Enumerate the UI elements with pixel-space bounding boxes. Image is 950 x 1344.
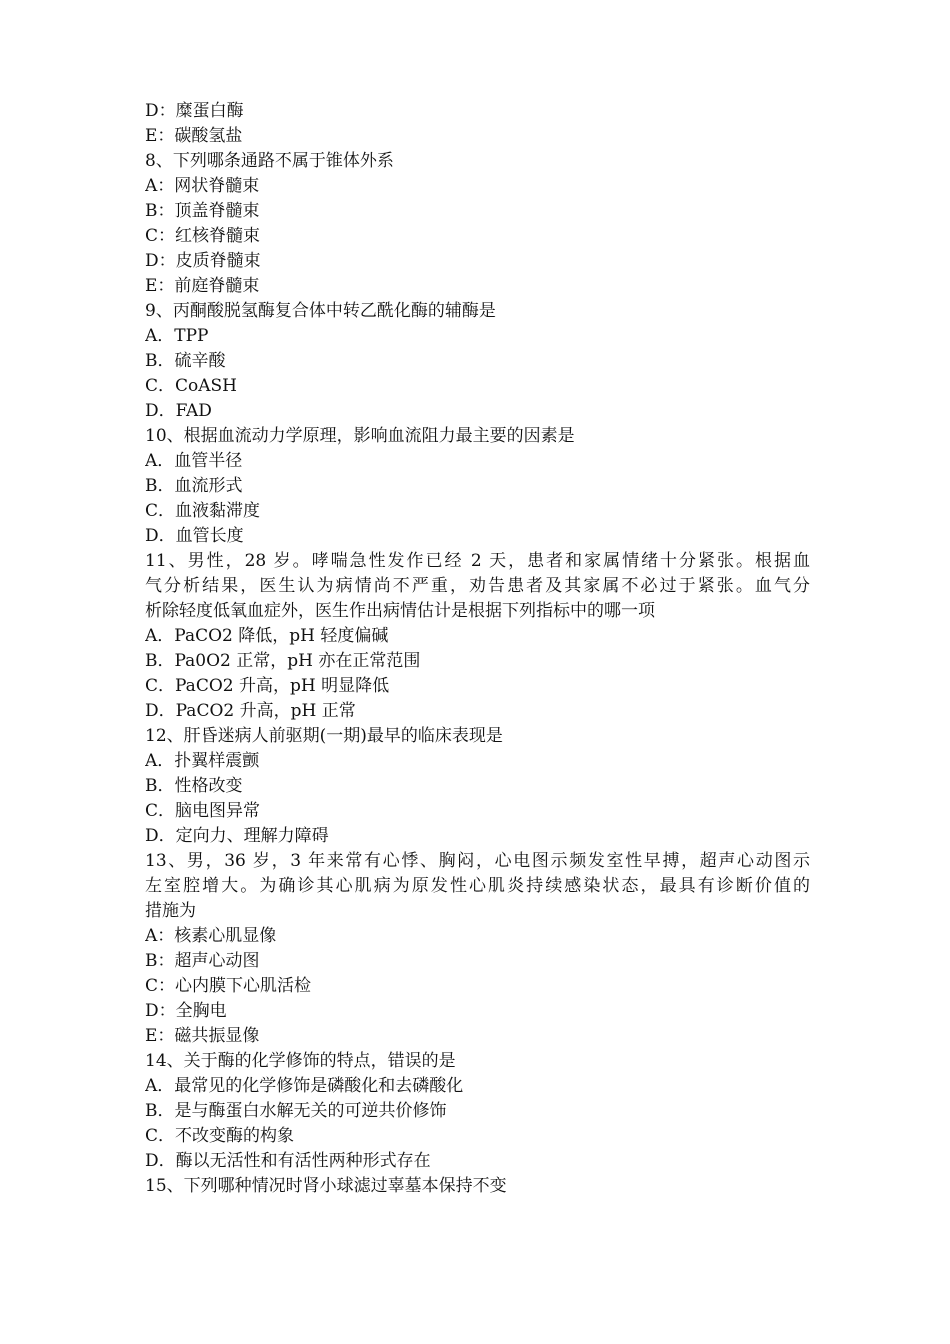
answer-option-line: E：前庭脊髓束 — [145, 276, 260, 296]
answer-option-line: B．硫辛酸 — [145, 351, 226, 371]
answer-option-line: B．Pa0O2 正常，pH 亦在正常范围 — [145, 651, 421, 671]
question-text-line: 9、丙酮酸脱氢酶复合体中转乙酰化酶的辅酶是 — [145, 301, 496, 321]
answer-option-line: A．血管半径 — [145, 451, 243, 471]
answer-option-line: A．扑翼样震颤 — [145, 751, 260, 771]
document-page — [145, 99, 810, 1199]
question-text-line: 13、男，36 岁，3 年来常有心悸、胸闷，心电图示频发室性早搏，超声心动图示 — [145, 851, 810, 871]
answer-option-line: B．是与酶蛋白水解无关的可逆共价修饰 — [145, 1101, 447, 1121]
answer-option-line: D．PaCO2 升高，pH 正常 — [145, 701, 356, 721]
answer-option-line: C．脑电图异常 — [145, 801, 261, 821]
answer-option-line: B：超声心动图 — [145, 951, 260, 971]
question-text-line: 12、肝昏迷病人前驱期(一期)最早的临床表现是 — [145, 726, 503, 746]
answer-option-line: A：网状脊髓束 — [145, 176, 260, 196]
answer-option-line: D．血管长度 — [145, 526, 244, 546]
question-text-line: 气分析结果，医生认为病情尚不严重，劝告患者及其家属不必过于紧张。血气分 — [145, 576, 810, 596]
answer-option-line: A．TPP — [145, 326, 209, 346]
answer-option-line: B．性格改变 — [145, 776, 243, 796]
answer-option-line: A：核素心肌显像 — [145, 926, 277, 946]
answer-option-line: D：糜蛋白酶 — [145, 101, 244, 121]
question-text-line: 10、根据血流动力学原理，影响血流阻力最主要的因素是 — [145, 426, 575, 446]
answer-option-line: D：皮质脊髓束 — [145, 251, 261, 271]
answer-option-line: C．不改变酶的构象 — [145, 1126, 295, 1146]
question-text-line: 左室腔增大。为确诊其心肌病为原发性心肌炎持续感染状态，最具有诊断价值的 — [145, 876, 810, 896]
answer-option-line: B：顶盖脊髓束 — [145, 201, 260, 221]
question-text-line: 8、下列哪条通路不属于锥体外系 — [145, 151, 394, 171]
answer-option-line: C：红核脊髓束 — [145, 226, 261, 246]
question-text-line: 析除轻度低氧血症外，医生作出病情估计是根据下列指标中的哪一项 — [145, 601, 655, 621]
question-text-line: 11、男性，28 岁。哮喘急性发作已经 2 天，患者和家属情绪十分紧张。根据血 — [145, 551, 810, 571]
question-text-line: 14、关于酶的化学修饰的特点，错误的是 — [145, 1051, 456, 1071]
answer-option-line: C．PaCO2 升高，pH 明显降低 — [145, 676, 390, 696]
answer-option-line: C．CoASH — [145, 376, 237, 396]
answer-option-line: D：全胸电 — [145, 1001, 227, 1021]
answer-option-line: C．血液黏滞度 — [145, 501, 261, 521]
answer-option-line: E：碳酸氢盐 — [145, 126, 243, 146]
answer-option-line: A．PaCO2 降低，pH 轻度偏碱 — [145, 626, 389, 646]
answer-option-line: E：磁共振显像 — [145, 1026, 260, 1046]
answer-option-line: B．血流形式 — [145, 476, 243, 496]
answer-option-line: D．定向力、理解力障碍 — [145, 826, 329, 846]
answer-option-line: D．FAD — [145, 401, 212, 421]
question-text-line: 措施为 — [145, 901, 196, 921]
answer-option-line: D．酶以无活性和有活性两种形式存在 — [145, 1151, 431, 1171]
question-text-line: 15、下列哪种情况时肾小球滤过辜墓本保持不变 — [145, 1176, 507, 1196]
answer-option-line: A．最常见的化学修饰是磷酸化和去磷酸化 — [145, 1076, 464, 1096]
answer-option-line: C：心内膜下心肌活检 — [145, 976, 312, 996]
